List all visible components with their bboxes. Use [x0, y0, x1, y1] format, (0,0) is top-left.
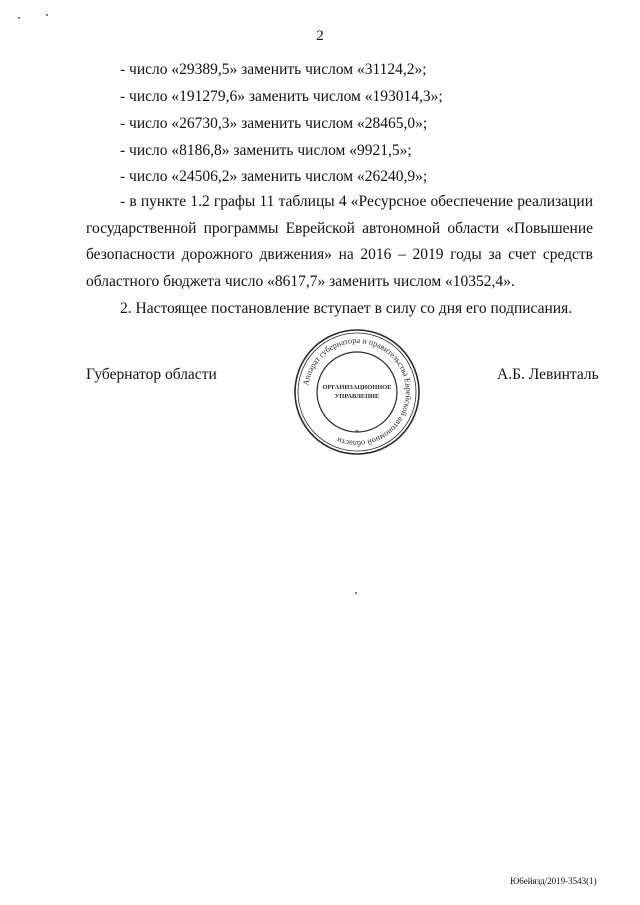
signatory-name: А.Б. Левинталь	[497, 366, 599, 383]
official-stamp	[292, 327, 422, 457]
amendment-paragraph: - в пункте 1.2 графы 11 таблицы 4 «Ресурсное обеспечение реализации государственной программы Еврейской автономной области «Повышение безопасности дорожного движения» на 2016 – 2019 годы за счет средств областного бюджета число «8617,7» заменить числом «10352,4».	[86, 193, 593, 290]
replacement-line: - число «24506,2» заменить числом «26240,9»;	[120, 168, 428, 185]
replacement-line: - число «26730,3» заменить числом «28465,0»;	[120, 115, 428, 132]
replacement-line: - число «191279,6» заменить числом «193014,3»;	[120, 88, 443, 105]
stamp-ring-text: Аппарат губернатора и правительства Еврейской автономной области	[301, 335, 414, 449]
effective-date-paragraph: 2. Настоящее постановление вступает в силу со дня его подписания.	[120, 300, 573, 317]
stamp-center-line-2: УПРАВЛЕНИЕ	[334, 393, 380, 400]
replacement-line: - число «29389,5» заменить числом «31124,2»;	[120, 61, 427, 78]
stamp-center-line-1: ОРГАНИЗАЦИОННОЕ	[322, 384, 392, 391]
replacement-line: - число «8186,8» заменить числом «9921,5»;	[120, 142, 412, 159]
signatory-position: Губернатор области	[86, 366, 217, 383]
page-number: 2	[316, 28, 324, 44]
document-code: Ю6ейязд/2019-3543(1)	[510, 876, 597, 886]
stamp-star-icon: *	[355, 428, 359, 437]
